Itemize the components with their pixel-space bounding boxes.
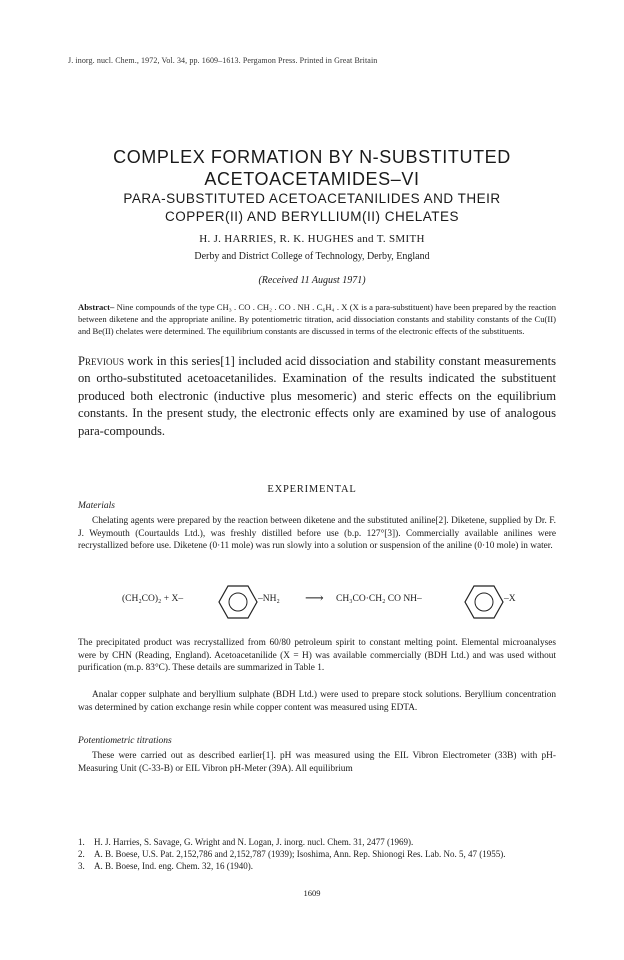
intro-text: work in this series[1] included acid dissociation and stability constant measurements on ortho-substituted acetoacetanilides. Examination of the results indicated the substituent produced both electronic (inductive plus mesomeric) and steric effects on the equilibrium constants. In the present study, the electronic effects only are examined by use of analogous para-compounds. xyxy=(78,354,556,438)
title-line-2: ACETOACETAMIDES–VI xyxy=(204,169,420,189)
reference-text: H. J. Harries, S. Savage, G. Wright and N. Logan, J. inorg. nucl. Chem. 31, 2477 (1969). xyxy=(94,837,414,847)
intro-lead-word: Previous xyxy=(78,354,125,368)
benzene-ring-reactant xyxy=(218,582,258,622)
abstract-label: Abstract– xyxy=(78,302,115,312)
subheading-materials: Materials xyxy=(78,501,115,511)
received-date: (Received 11 August 1971) xyxy=(258,275,366,286)
substituent-text: –X xyxy=(504,594,516,604)
reference-number: 1. xyxy=(78,837,85,847)
reference-number: 3. xyxy=(78,861,85,871)
abstract-text: Nine compounds of the type CH₃ . CO . CH₂ . CO . NH . C₆H₄ . X (X is a para-substituent) have been prepared by the reaction between diketene and the appropriate aniline. By potentiometric titration, acid dissociation constants and stability constants of the Cu(II) and Be(II) chelates were determined. The equilibrium constants are discussed in terms of the electronic effects of the substituents. xyxy=(78,302,556,337)
reference-item xyxy=(78,860,556,872)
product-text: CH₃CO·CH₂ CO NH– xyxy=(336,594,422,604)
subheading-potentiometric: Potentiometric titrations xyxy=(78,736,172,746)
reference-item xyxy=(78,848,556,860)
section-heading-experimental: EXPERIMENTAL xyxy=(267,484,357,495)
subtitle-line-1: PARA-SUBSTITUTED ACETOACETANILIDES AND THEIR xyxy=(123,191,501,206)
reactant-text: (CH₂CO)₂ + X– xyxy=(122,594,184,604)
page-number: 1609 xyxy=(303,888,321,898)
title-line-1: COMPLEX FORMATION BY N-SUBSTITUTED xyxy=(113,147,511,167)
reference-text: A. B. Boese, Ind. eng. Chem. 32, 16 (1940). xyxy=(94,861,253,871)
abstract xyxy=(78,301,556,338)
introduction xyxy=(78,353,556,440)
materials-paragraph-3: Analar copper sulphate and beryllium sulphate (BDH Ltd.) were used to prepare stock solutions. Beryllium concentration was determined by cation exchange resin while copper content was measured using EDTA. xyxy=(78,690,556,713)
reference-text: A. B. Boese, U.S. Pat. 2,152,786 and 2,152,787 (1939); Isoshima, Ann. Rep. Shionogi Res. Lab. No. 5, 47 (1955). xyxy=(94,849,506,859)
reaction-arrow: ⟶ xyxy=(305,590,324,605)
reaction-scheme xyxy=(100,580,540,630)
benzene-ring-product xyxy=(464,582,504,622)
amine-group-text: –NH₂ xyxy=(258,594,280,604)
reference-item xyxy=(78,836,556,848)
materials-paragraph-2: The precipitated product was recrystallized from 60/80 petroleum spirit to constant melting point. Elemental microanalyses were by CHN (Reading, England). Acetoacetanilide (X = H) was available commercially (BDH Ltd.) and was used without purification (m.p. 83°C). These details are summarized in Table 1. xyxy=(78,638,556,674)
materials-paragraph-1: Chelating agents were prepared by the reaction between diketene and the substituted aniline[2]. Diketene, supplied by Dr. F. J. Weymouth (Courtaulds Ltd.), was freshly distilled before use (b.p. 127°[3]). Commercially available anilines were recrystallized before use. Diketene (0·11 mole) was run slowly into a solution or suspension of the aniline (0·10 mole) in water. xyxy=(78,516,556,552)
affiliation: Derby and District College of Technology, Derby, England xyxy=(194,251,430,262)
journal-header: J. inorg. nucl. Chem., 1972, Vol. 34, pp. 1609–1613. Pergamon Press. Printed in Great Britain xyxy=(68,56,378,65)
reference-number: 2. xyxy=(78,849,85,859)
references xyxy=(78,836,556,872)
potentiometric-paragraph: These were carried out as described earlier[1]. pH was measured using the EIL Vibron Electrometer (33B) with pH-Measuring Unit (C-33-B) or EIL Vibron pH-Meter (39A). All equilibrium xyxy=(78,751,556,774)
authors: H. J. HARRIES, R. K. HUGHES and T. SMITH xyxy=(199,233,425,245)
subtitle-line-2: COPPER(II) AND BERYLLIUM(II) CHELATES xyxy=(164,209,460,224)
